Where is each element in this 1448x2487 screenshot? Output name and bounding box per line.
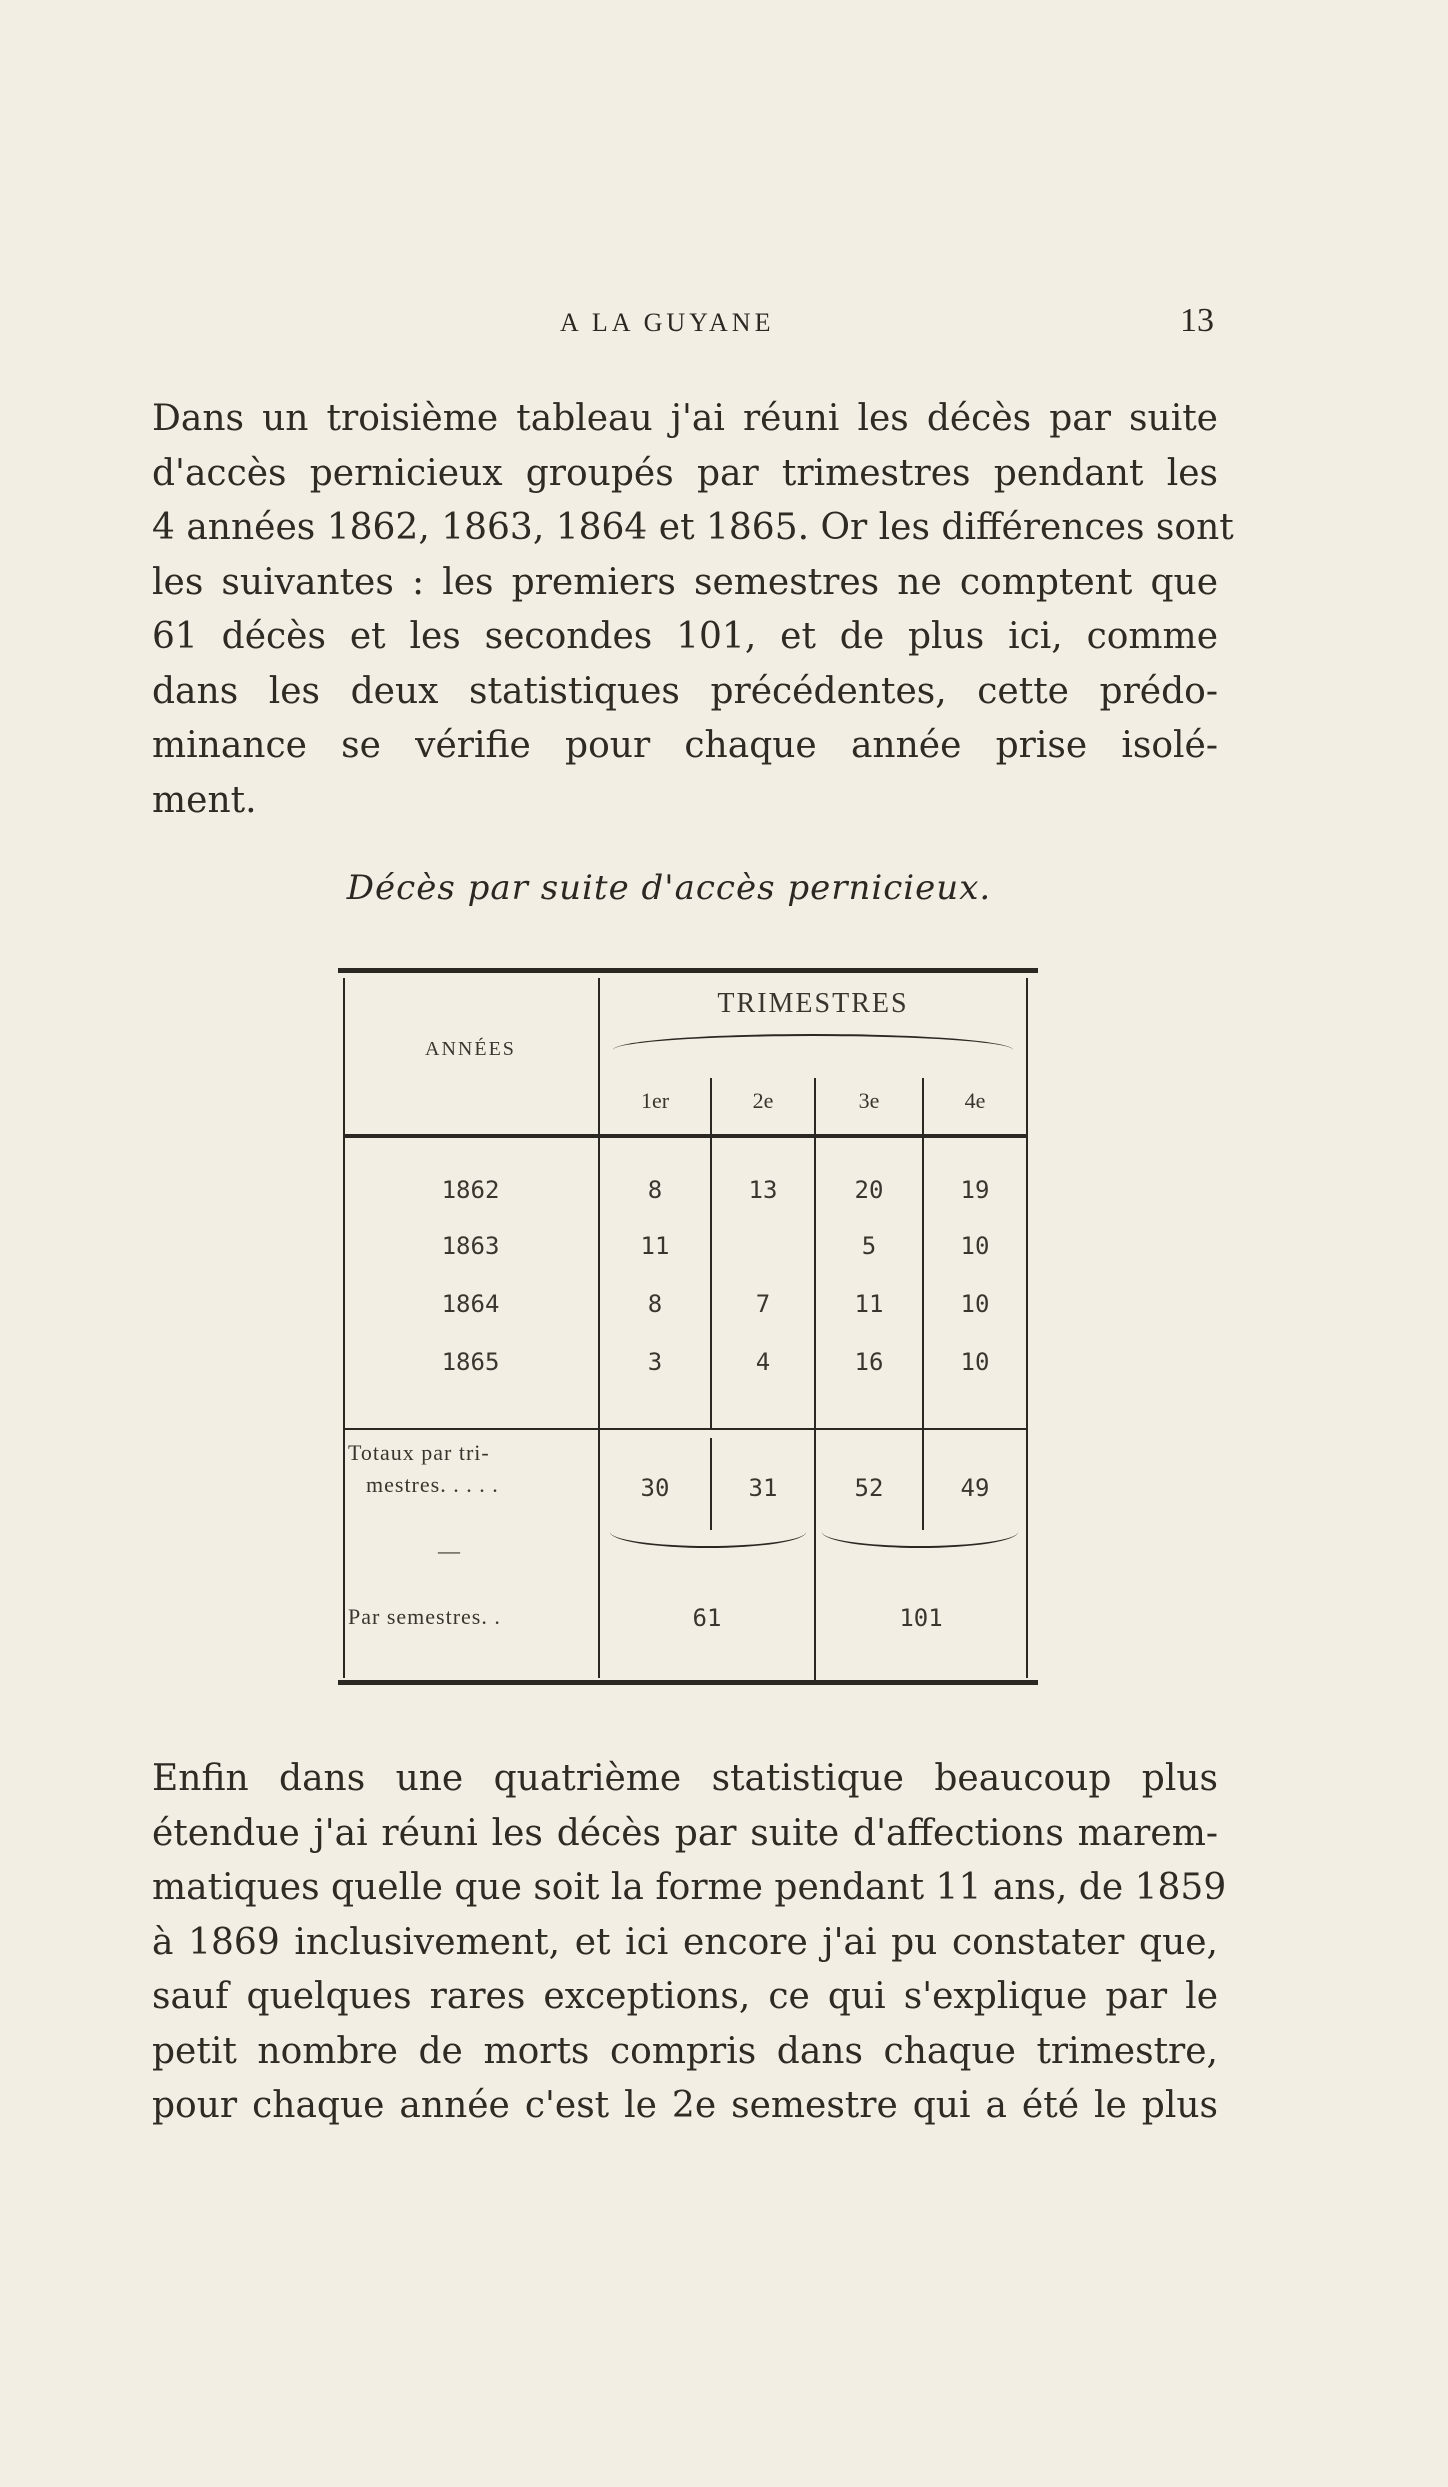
totals-value: 49: [960, 1474, 990, 1502]
col-divider: [814, 1078, 816, 1680]
text-line: matiques quelle que soit la forme pendant 11 ans, de 1859: [152, 1867, 1227, 1908]
text-line: sauf quelques rares exceptions, ce qui s'explique par le: [152, 1976, 1218, 2017]
totals-value: 30: [640, 1474, 670, 1502]
text-line: ment.: [152, 779, 257, 821]
row-value: 11: [640, 1232, 670, 1260]
table-top-rule: [338, 968, 1038, 973]
row-value: 8: [647, 1176, 663, 1204]
row-value: 20: [854, 1176, 884, 1204]
table-left-border: [343, 978, 345, 1678]
row-year: 1863: [441, 1232, 500, 1260]
text-line: à 1869 inclusivement, et ici encore j'ai pu constater que,: [152, 1921, 1218, 1963]
semesters-label: Par semestres. .: [348, 1604, 501, 1629]
header-years: ANNÉES: [425, 1038, 516, 1060]
header-trimestres: TRIMESTRES: [717, 988, 909, 1019]
header-q3: 3e: [858, 1088, 880, 1113]
paragraph-1: [152, 392, 1234, 828]
row-value: 8: [647, 1290, 663, 1318]
text-line: petit nombre de morts compris dans chaque trimestre,: [152, 2030, 1218, 2072]
header-brace: [613, 1034, 1013, 1050]
row-value: 5: [861, 1232, 877, 1260]
totals-label: Totaux par tri-: [348, 1440, 490, 1465]
mortality-table: [338, 968, 1038, 1686]
row-value: 11: [854, 1290, 884, 1318]
row-year: 1865: [441, 1348, 500, 1376]
table-caption-text: Décès par suite d'accès pernicieux.: [346, 868, 992, 908]
semester-value: 101: [899, 1604, 943, 1632]
header-q4: 4e: [964, 1088, 986, 1113]
row-value: 16: [854, 1348, 884, 1376]
col-divider: [598, 978, 600, 1678]
row-value: 13: [748, 1176, 778, 1204]
text-line: Dans un troisième tableau j'ai réuni les décès par suite: [152, 398, 1218, 439]
row-value: 19: [960, 1176, 990, 1204]
table-bottom-rule: [338, 1680, 1038, 1685]
text-line: 4 années 1862, 1863, 1864 et 1865. Or les différences sont: [152, 507, 1234, 548]
row-value: 10: [960, 1348, 990, 1376]
header-q2: 2e: [752, 1088, 774, 1113]
text-line: d'accès pernicieux groupés par trimestres pendant les: [152, 452, 1218, 494]
row-value: 10: [960, 1290, 990, 1318]
totals-label: mestres. . . . .: [366, 1472, 499, 1497]
row-value: 7: [755, 1290, 771, 1318]
text-line: étendue j'ai réuni les décès par suite d'affections marem-: [152, 1812, 1218, 1854]
text-line: minance se vérifie pour chaque année prise isolé-: [152, 725, 1218, 766]
table-caption: [0, 868, 1448, 908]
running-head: [0, 302, 1448, 358]
paragraph-2: [152, 1752, 1227, 2134]
table-right-border: [1026, 978, 1028, 1678]
running-title: A LA GUYANE: [560, 308, 775, 337]
row-value: 4: [755, 1348, 771, 1376]
totals-value: 31: [748, 1474, 778, 1502]
row-year: 1862: [441, 1176, 500, 1204]
semester-value: 61: [692, 1604, 722, 1632]
semester-brace: [822, 1532, 1018, 1548]
header-rule: [343, 1134, 1028, 1138]
separator-dash: —: [438, 1538, 461, 1563]
text-line: 61 décès et les secondes 101, et de plus ici, comme: [152, 616, 1218, 657]
row-year: 1864: [441, 1290, 500, 1318]
totals-value: 52: [854, 1474, 884, 1502]
semester-brace: [610, 1532, 806, 1548]
text-line: pour chaque année c'est le 2e semestre qui a été le plus: [152, 2085, 1218, 2126]
text-line: dans les deux statistiques précédentes, cette prédo-: [152, 670, 1218, 712]
page-number: 13: [1180, 302, 1214, 339]
row-value: 10: [960, 1232, 990, 1260]
header-q1: 1er: [640, 1088, 670, 1113]
row-value: 3: [647, 1348, 663, 1376]
text-line: Enfin dans une quatrième statistique beaucoup plus: [152, 1758, 1218, 1799]
totals-rule: [343, 1428, 1028, 1430]
text-line: les suivantes : les premiers semestres ne comptent que: [152, 561, 1218, 603]
